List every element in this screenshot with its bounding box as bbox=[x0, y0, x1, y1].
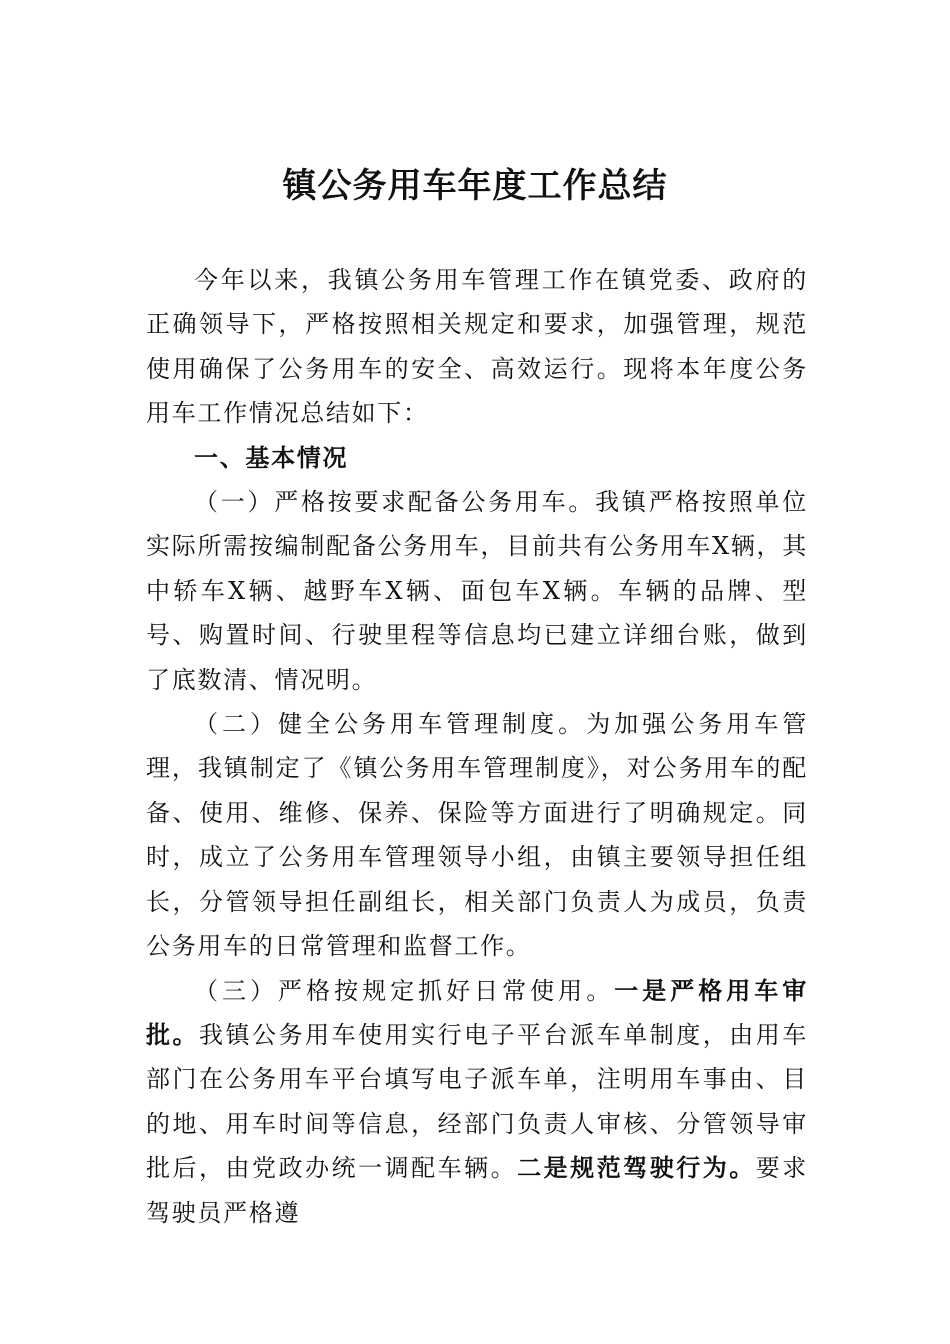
paragraph-text: 要求驾驶员严格遵 bbox=[146, 1154, 808, 1227]
paragraph-lead: （一）严格按要求配备公务用车。 bbox=[194, 488, 596, 517]
paragraph-lead: （三）严格按规定抓好日常使用。 bbox=[194, 976, 615, 1005]
document-title: 镇公务用车年度工作总结 bbox=[282, 166, 668, 206]
section-heading: 一、基本情况 bbox=[194, 442, 349, 472]
paragraph-text: 我镇公务用车使用实行电子平台派车单制度，由用车部门在公务用车平台填写电子派车单，注明用车事由、目的地、用车时间等信息，经部门负责人审核、分管领导审批后，由党政办统一调配车辆。 bbox=[146, 1020, 808, 1183]
document-body bbox=[146, 258, 808, 1235]
intro-paragraph: 今年以来，我镇公务用车管理工作在镇党委、政府的正确领导下，严格按照相关规定和要求，加强管理，规范使用确保了公务用车的安全、高效运行。现将本年度公务用车工作情况总结如下： bbox=[146, 266, 808, 428]
paragraph-text: 为加强公务用车管理，我镇制定了《镇公务用车管理制度》，对公务用车的配备、使用、维修、保养、保险等方面进行了明确规定。同时，成立了公务用车管理领导小组，由镇主要领导担任组长，分管领导担任副组长，相关部门负责人为成员，负责公务用车的日常管理和监督工作。 bbox=[146, 710, 808, 961]
paragraph-vehicle-allocation bbox=[146, 480, 808, 702]
paragraph-management-system bbox=[146, 702, 808, 968]
emphasis-text: 二是规范驾驶行为。 bbox=[517, 1153, 756, 1183]
paragraph-text: 我镇严格按照单位实际所需按编制配备公务用车，目前共有公务用车X辆，其中轿车X辆、越野车X辆、面包车X辆。车辆的品牌、型号、购置时间、行驶里程等信息均已建立详细台账，做到了底数清、情况明。 bbox=[146, 488, 808, 694]
paragraph-lead: （二）健全公务用车管理制度。 bbox=[194, 710, 587, 739]
paragraph-daily-use bbox=[146, 969, 808, 1235]
emphasis-text: 一是严格用车审批。 bbox=[146, 975, 809, 1049]
